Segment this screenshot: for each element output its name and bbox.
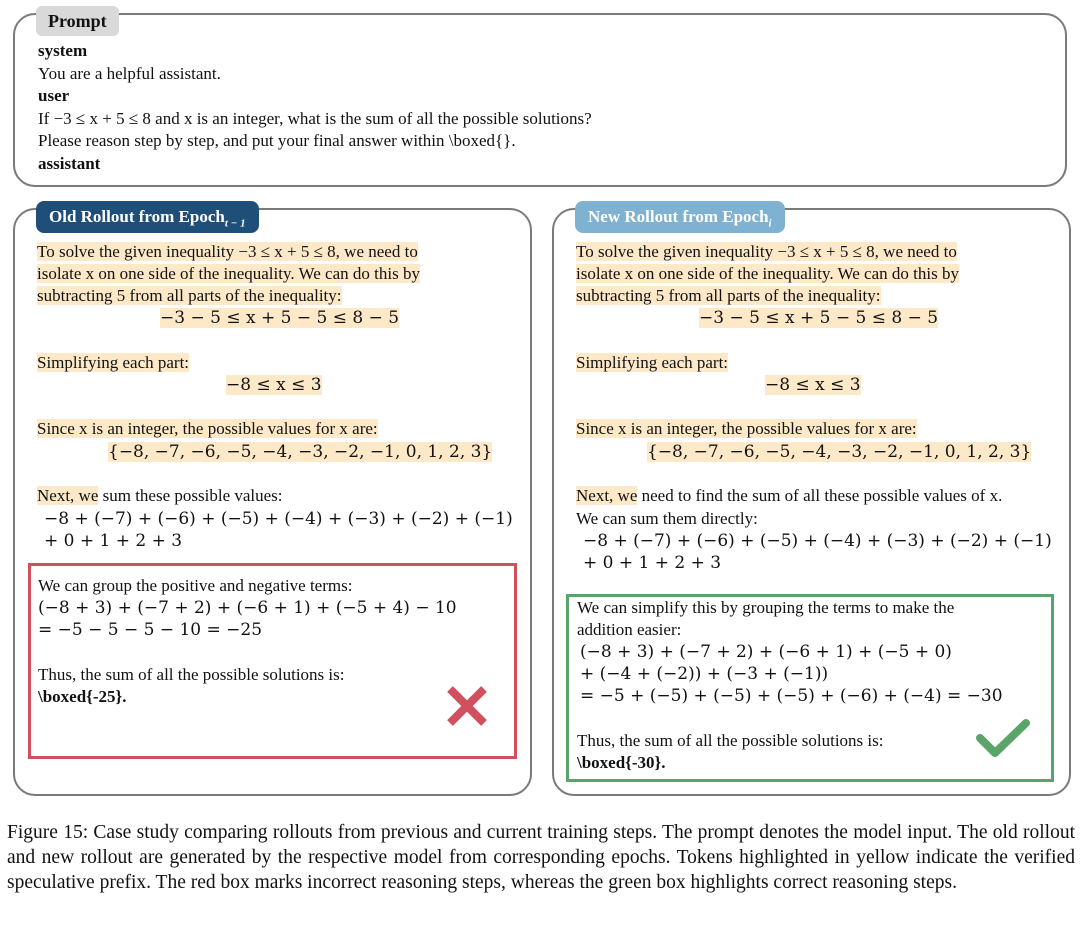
- old-line-6: [37, 485, 283, 507]
- old-eq-5: + 0 + 1 + 2 + 3: [44, 531, 183, 551]
- cross-icon: [446, 685, 488, 727]
- old-line-4: [37, 352, 189, 374]
- user-label: user: [38, 86, 70, 105]
- new-line-4: [576, 352, 728, 374]
- check-icon: [976, 718, 1030, 760]
- new-line-4-text: Simplifying each part:: [576, 353, 729, 372]
- new-eq-5: + 0 + 1 + 2 + 3: [583, 553, 722, 573]
- old-tag-label: Old Rollout from Epoch: [49, 207, 225, 226]
- new-box-eq-1: (−8 + 3) + (−7 + 2) + (−6 + 1) + (−5 + 0): [580, 642, 952, 662]
- old-line-5: [37, 418, 378, 440]
- old-line-2: [37, 263, 420, 285]
- new-eq-4: −8 + (−7) + (−6) + (−5) + (−4) + (−3) + (−2) + (−1): [583, 531, 1052, 551]
- old-box-eq-2: = −5 − 5 − 5 − 10 = −25: [38, 620, 263, 640]
- new-line-5: [576, 418, 917, 440]
- old-line-6-rest: sum these possible values:: [98, 486, 283, 505]
- old-rollout-tag: [36, 201, 259, 233]
- new-tag-label: New Rollout from Epoch: [588, 207, 769, 226]
- old-box-answer: \boxed{-25}.: [38, 687, 127, 706]
- new-box-eq-3: = −5 + (−5) + (−5) + (−5) + (−6) + (−4) = −30: [580, 686, 1003, 706]
- new-line-2: [576, 263, 959, 285]
- new-box-line-1: We can simplify this by grouping the terms to make the: [577, 598, 955, 617]
- new-box-eq-2: + (−4 + (−2)) + (−3 + (−1)): [580, 664, 829, 684]
- new-box-line-3: Thus, the sum of all the possible solutions is:: [577, 731, 884, 750]
- new-box-line-2: addition easier:: [577, 620, 682, 639]
- new-line-1-text: To solve the given inequality −3 ≤ x + 5 ≤ 8, we need to: [576, 242, 957, 261]
- old-eq-4: −8 + (−7) + (−6) + (−5) + (−4) + (−3) + (−2) + (−1): [44, 509, 513, 529]
- old-line-1-text: To solve the given inequality −3 ≤ x + 5 ≤ 8, we need to: [37, 242, 418, 261]
- new-line-3: [576, 285, 881, 307]
- new-eq-1-text: −3 − 5 ≤ x + 5 − 5 ≤ 8 − 5: [699, 308, 939, 328]
- new-line-6-highlight: Next, we: [576, 486, 638, 505]
- new-eq-2: [765, 374, 861, 396]
- old-eq-3-text: {−8, −7, −6, −5, −4, −3, −2, −1, 0, 1, 2, 3}: [108, 442, 493, 462]
- new-line-5-text: Since x is an integer, the possible values for x are:: [576, 419, 917, 438]
- user-text: If −3 ≤ x + 5 ≤ 8 and x is an integer, what is the sum of all the possible solutions?: [38, 108, 592, 128]
- system-label: system: [38, 41, 88, 60]
- old-eq-2: [226, 374, 322, 396]
- prompt-content: [38, 40, 592, 175]
- new-line-1: [576, 241, 957, 263]
- old-line-6-highlight: Next, we: [37, 486, 99, 505]
- old-line-2-text: isolate x on one side of the inequality. We can do this by: [37, 264, 420, 283]
- new-box-answer: \boxed{-30}.: [577, 753, 666, 772]
- old-line-1: [37, 241, 418, 263]
- old-eq-3: [108, 441, 492, 463]
- old-line-3-text: subtracting 5 from all parts of the inequality:: [37, 286, 342, 305]
- new-eq-1: [699, 307, 938, 329]
- system-text: You are a helpful assistant.: [38, 63, 221, 83]
- old-line-5-text: Since x is an integer, the possible values for x are:: [37, 419, 378, 438]
- old-eq-2-text: −8 ≤ x ≤ 3: [226, 375, 322, 395]
- old-tag-subscript: t − 1: [224, 217, 246, 230]
- new-line-6: [576, 485, 1002, 507]
- old-eq-1: [160, 307, 399, 329]
- old-line-4-text: Simplifying each part:: [37, 353, 190, 372]
- old-box-line-2: Thus, the sum of all the possible solutions is:: [38, 665, 345, 684]
- new-line-2-text: isolate x on one side of the inequality. We can do this by: [576, 264, 959, 283]
- old-eq-1-text: −3 − 5 ≤ x + 5 − 5 ≤ 8 − 5: [160, 308, 400, 328]
- old-box-eq-1: (−8 + 3) + (−7 + 2) + (−6 + 1) + (−5 + 4) − 10: [38, 598, 457, 618]
- prompt-tag: Prompt: [36, 6, 119, 36]
- figure-caption: Figure 15: Case study comparing rollouts from previous and current training steps. The prompt denotes the model input. The old rollout and new rollout are generated by the respective model from corresponding epochs. Tokens highlighted in yellow indicate the verified speculative prefix. The red box marks incorrect reasoning steps, whereas the green box highlights correct reasoning steps.: [7, 822, 1075, 893]
- new-line-3-text: subtracting 5 from all parts of the inequality:: [576, 286, 881, 305]
- new-rollout-tag: [575, 201, 785, 233]
- new-eq-3: [647, 441, 1031, 463]
- assistant-label: assistant: [38, 153, 101, 173]
- new-line-6-rest: need to find the sum of all these possible values of x.: [637, 486, 1003, 505]
- new-line-7: We can sum them directly:: [576, 509, 758, 528]
- new-eq-3-text: {−8, −7, −6, −5, −4, −3, −2, −1, 0, 1, 2, 3}: [647, 442, 1032, 462]
- old-line-3: [37, 285, 342, 307]
- old-box-line-1: We can group the positive and negative terms:: [38, 576, 353, 595]
- new-tag-subscript: i: [768, 217, 772, 230]
- new-eq-2-text: −8 ≤ x ≤ 3: [765, 375, 861, 395]
- user-text-2: Please reason step by step, and put your final answer within \boxed{}.: [38, 131, 516, 150]
